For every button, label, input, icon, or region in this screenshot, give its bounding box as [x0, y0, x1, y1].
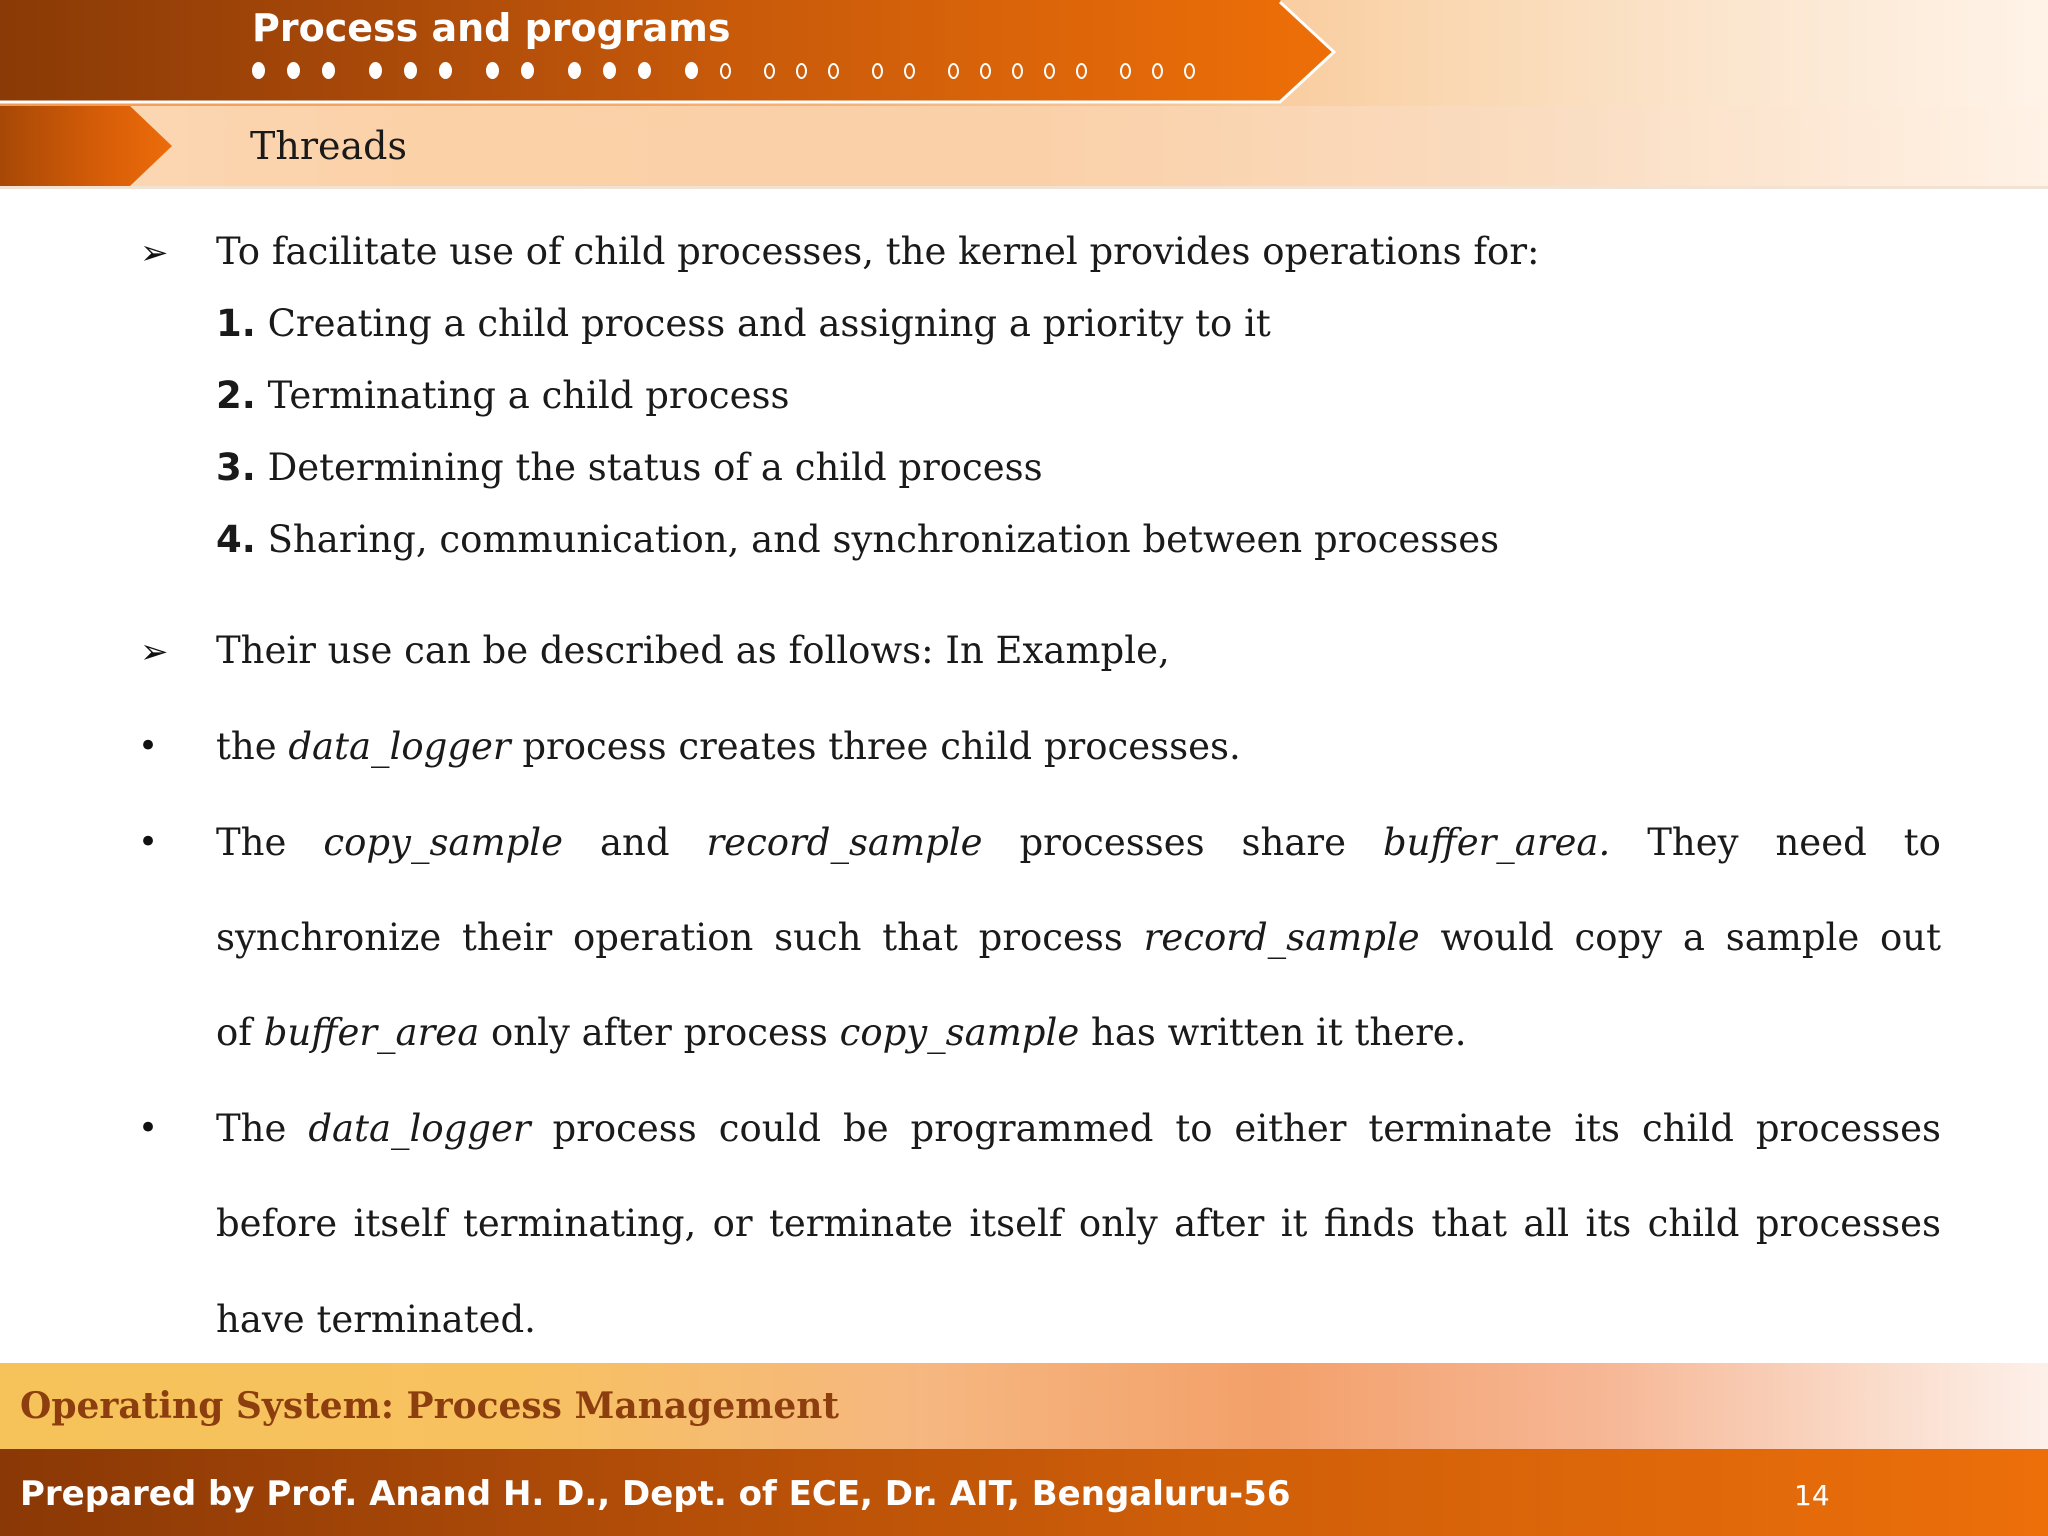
justified-line: synchronize their operation such that process record_sample would copy a sample out: [216, 916, 1941, 959]
dot-bullet-icon: •: [138, 822, 159, 862]
list-item: [216, 302, 1271, 345]
list-item-text: Determining the status of a child process: [267, 446, 1043, 489]
list-item: [216, 374, 789, 417]
paragraph-line: of buffer_area only after process copy_sample has written it there.: [216, 1011, 1467, 1054]
justified-line: before itself terminating, or terminate itself only after it finds that all its child processes: [216, 1202, 1941, 1245]
list-number: 1.: [216, 302, 256, 345]
list-number: 3.: [216, 446, 256, 489]
paragraph-line: have terminated.: [216, 1298, 536, 1341]
arrow-bullet-icon: ➢: [140, 233, 169, 273]
arrow-bullet-icon: ➢: [140, 632, 169, 672]
dot-bullet-icon: •: [138, 726, 159, 766]
slide-title: Process and programs: [252, 6, 731, 50]
dot-bullet-icon: •: [138, 1108, 159, 1148]
slide-subtitle: Threads: [250, 124, 407, 168]
list-item: [216, 518, 1499, 561]
course-title: Operating System: Process Management: [20, 1385, 840, 1427]
author-credit: Prepared by Prof. Anand H. D., Dept. of ECE, Dr. AIT, Bengaluru-56: [20, 1474, 1291, 1514]
justified-line: The copy_sample and record_sample processes share buffer_area. They need to: [216, 821, 1941, 864]
justified-line: The data_logger process could be programmed to either terminate its child processes: [216, 1107, 1941, 1150]
list-item-text: Terminating a child process: [267, 374, 790, 417]
list-item-text: Creating a child process and assigning a priority to it: [267, 302, 1271, 345]
bullet-text: To facilitate use of child processes, the kernel provides operations for:: [216, 230, 1540, 273]
list-number: 4.: [216, 518, 256, 561]
bullet-text: Their use can be described as follows: In Example,: [216, 629, 1170, 672]
page-number: 14: [1794, 1479, 1830, 1512]
paragraph-line: the data_logger process creates three child processes.: [216, 725, 1241, 768]
list-item-text: Sharing, communication, and synchronization between processes: [267, 518, 1500, 561]
list-item: [216, 446, 1043, 489]
header-divider: [0, 186, 2048, 189]
progress-dots: [252, 62, 1216, 79]
list-number: 2.: [216, 374, 256, 417]
